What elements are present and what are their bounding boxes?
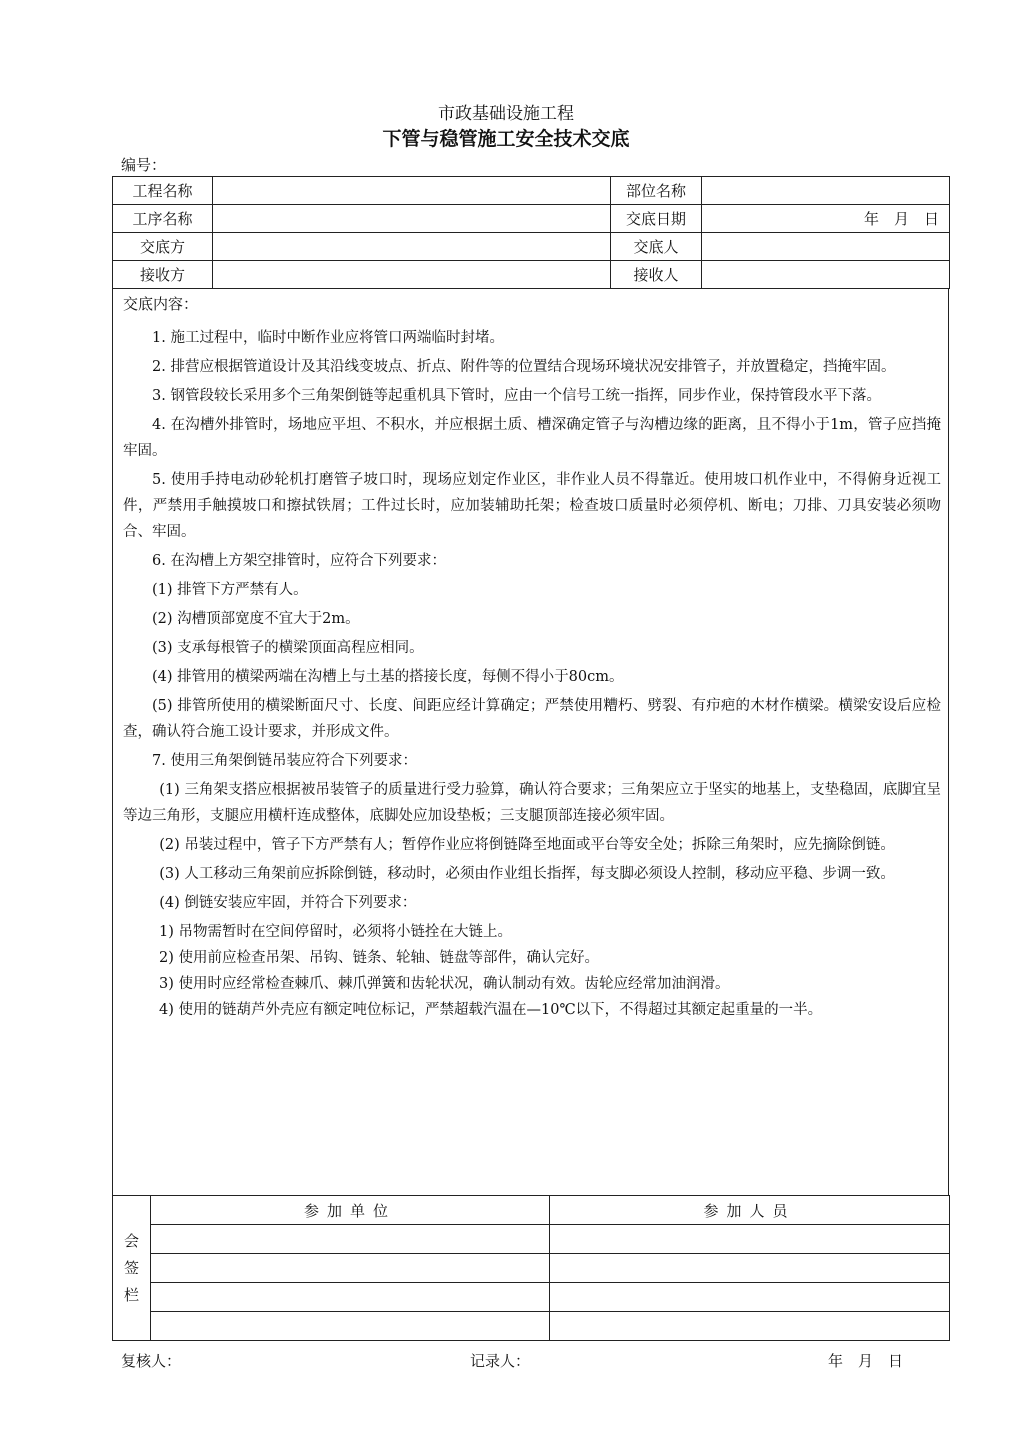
content-paragraph: 3) 使用时应经常检查棘爪、棘爪弹簧和齿轮状况，确认制动有效。齿轮应经常加油润滑。 — [159, 976, 730, 992]
date-label: 交底日期 — [611, 205, 702, 233]
issuer-person-field[interactable] — [702, 233, 950, 261]
content-paragraph: (4) 倒链安装应牢固，并符合下列要求： — [159, 895, 417, 911]
content-paragraph: 4) 使用的链葫芦外壳应有额定吨位标记，严禁超载汽温在—10℃以下，不得超过其额定起重量的一半。 — [159, 1002, 823, 1018]
content-paragraph: (5) 排管所使用的横梁断面尺寸、长度、间距应经计算确定；严禁使用糟朽、劈裂、有疖疤的木材作横梁。横梁安设后应检查，确认符合施工设计要求，并形成文件。 — [123, 698, 941, 740]
content-paragraph: 1. 施工过程中，临时中断作业应将管口两端临时封堵。 — [152, 330, 504, 346]
issuer-field[interactable] — [213, 233, 611, 261]
receiver-person-field[interactable] — [702, 261, 950, 289]
receiver-field[interactable] — [213, 261, 611, 289]
signoff-row — [113, 1283, 950, 1312]
info-table — [112, 176, 950, 289]
issuer-person-label: 交底人 — [611, 233, 702, 261]
content-section — [112, 289, 949, 1195]
info-row-issuer — [113, 233, 950, 261]
unit-field[interactable] — [151, 1312, 550, 1341]
signoff-row — [113, 1225, 950, 1254]
info-row-project — [113, 177, 950, 205]
footer-date: 年 月 日 — [828, 1352, 904, 1370]
content-paragraph: (3) 人工移动三角架前应拆除倒链，移动时，必须由作业组长指挥，每支脚必须设人控制，移动应平稳、步调一致。 — [159, 866, 895, 882]
signoff-section-label — [113, 1196, 151, 1341]
content-paragraph: 4. 在沟槽外排管时，场地应平坦、不积水，并应根据土质、槽深确定管子与沟槽边缘的距离，且不得小于1m，管子应挡掩牢固。 — [123, 417, 941, 459]
location-name-label: 部位名称 — [611, 177, 702, 205]
content-body — [123, 325, 941, 1023]
issuer-label: 交底方 — [113, 233, 213, 261]
unit-field[interactable] — [151, 1225, 550, 1254]
content-paragraph: 3. 钢管段较长采用多个三角架倒链等起重机具下管时，应由一个信号工统一指挥，同步作业，保持管段水平下落。 — [152, 388, 881, 404]
content-paragraph: 6. 在沟槽上方架空排管时，应符合下列要求： — [152, 553, 446, 569]
document-title: 下管与稳管施工安全技术交底 — [382, 128, 630, 150]
content-paragraph: 2. 排营应根据管道设计及其沿线变坡点、折点、附件等的位置结合现场环境状况安排管子，并放置稳定，挡掩牢固。 — [152, 359, 896, 375]
signoff-label-text: 会 签 栏 — [123, 1231, 139, 1304]
location-name-field[interactable] — [702, 177, 950, 205]
content-paragraph: 2) 使用前应检查吊架、吊钩、链条、轮轴、链盘等部件，确认完好。 — [159, 950, 599, 966]
content-paragraph: (1) 三角架支搭应根据被吊装管子的质量进行受力验算，确认符合要求；三角架应立于坚实的地基上，支垫稳固，底脚宜呈等边三角形，支腿应用横杆连成整体，底脚处应加设垫板；三支腿顶部连接必须牢固。 — [123, 782, 941, 824]
process-name-label: 工序名称 — [113, 205, 213, 233]
unit-field[interactable] — [151, 1283, 550, 1312]
personnel-field[interactable] — [550, 1312, 950, 1341]
project-name-label: 工程名称 — [113, 177, 213, 205]
signoff-row — [113, 1254, 950, 1283]
personnel-field[interactable] — [550, 1283, 950, 1312]
serial-number-label: 编号： — [121, 156, 167, 174]
unit-field[interactable] — [151, 1254, 550, 1283]
content-paragraph: (2) 吊装过程中，管子下方严禁有人；暂停作业应将倒链降至地面或平台等安全处；拆除三角架时，应先摘除倒链。 — [159, 837, 895, 853]
content-label: 交底内容： — [123, 295, 199, 313]
content-paragraph: 5. 使用手持电动砂轮机打磨管子坡口时，现场应划定作业区，非作业人员不得靠近。使用坡口机作业中，不得俯身近视工件，严禁用手触摸坡口和擦拭铁屑；工件过长时，应加装辅助托架；检查坡口质量时必须停机、断电；刀排、刀具安装必须吻合、牢固。 — [123, 472, 941, 540]
info-row-process — [113, 205, 950, 233]
unit-header: 参加单位 — [151, 1196, 550, 1225]
content-paragraph: (3) 支承每根管子的横梁顶面高程应相同。 — [152, 640, 424, 656]
signoff-row — [113, 1312, 950, 1341]
process-name-field[interactable] — [213, 205, 611, 233]
content-paragraph: (2) 沟槽顶部宽度不宜大于2m。 — [152, 611, 360, 627]
document-subtitle: 市政基础设施工程 — [438, 104, 574, 124]
personnel-header: 参加人员 — [550, 1196, 950, 1225]
project-name-field[interactable] — [213, 177, 611, 205]
personnel-field[interactable] — [550, 1254, 950, 1283]
info-row-receiver — [113, 261, 950, 289]
receiver-person-label: 接收人 — [611, 261, 702, 289]
content-paragraph: 7. 使用三角架倒链吊装应符合下列要求： — [152, 753, 417, 769]
personnel-field[interactable] — [550, 1225, 950, 1254]
content-paragraph: (1) 排管下方严禁有人。 — [152, 582, 308, 598]
signoff-table — [112, 1195, 950, 1341]
reviewer-label: 复核人： — [121, 1352, 182, 1370]
recorder-label: 记录人： — [470, 1352, 531, 1370]
content-paragraph: (4) 排管用的横梁两端在沟槽上与土基的搭接长度，每侧不得小于80cm。 — [152, 669, 624, 685]
receiver-label: 接收方 — [113, 261, 213, 289]
content-paragraph: 1) 吊物需暂时在空间停留时，必须将小链拴在大链上。 — [159, 924, 512, 940]
date-field[interactable]: 年 月 日 — [702, 205, 950, 233]
